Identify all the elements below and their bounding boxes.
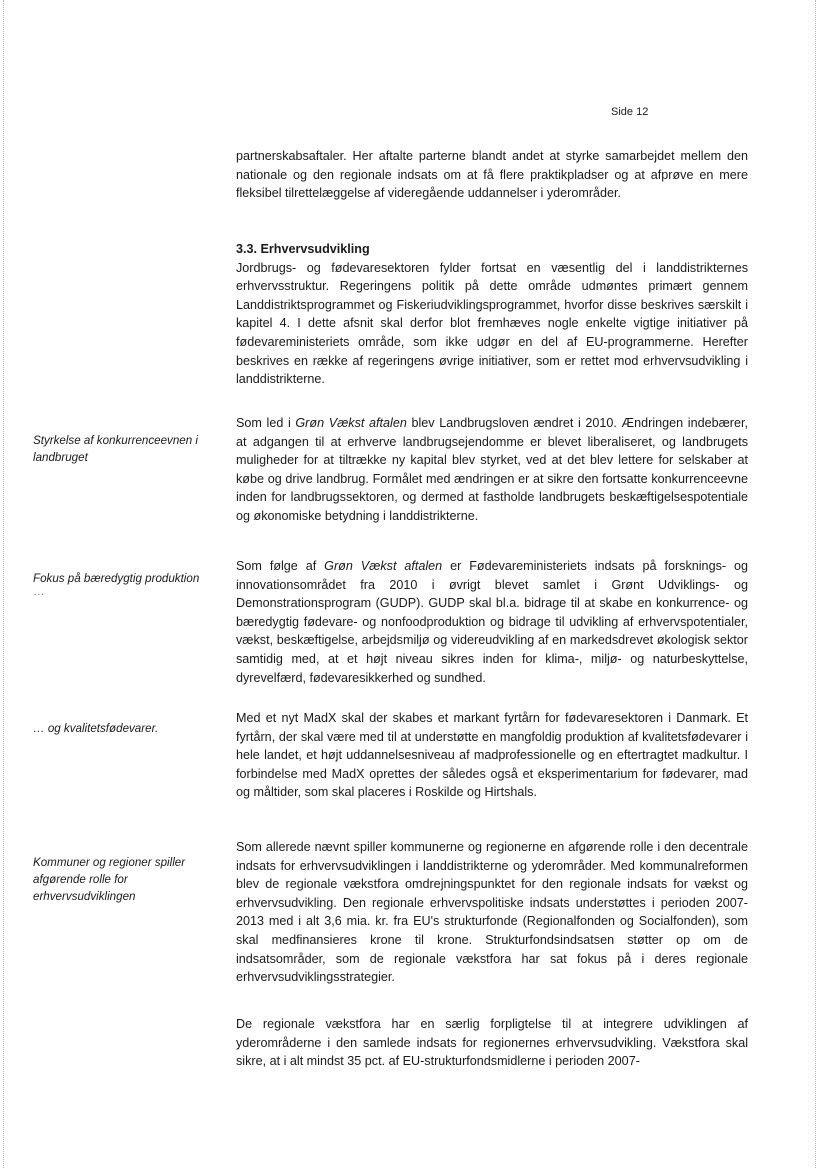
page-edge-right (815, 0, 817, 1168)
margin-note-kvalitet (33, 720, 215, 737)
paragraph-text: partnerskabsaftaler. Her aftalte parterne blandt andet at styrke samarbejdet mellem den nationale og den regionale indsats om at få flere praktikpladser og at afprøve en mere fleksibel tilrettelæggelse af videregående uddannelser i yderområder. (236, 149, 748, 201)
margin-note-text: Kommuner og regioner spiller afgørende rolle for erhvervsudviklingen (33, 856, 186, 903)
text-run: Som led i (236, 416, 296, 430)
text-run: blev Landbrugsloven ændret i 2010. Ændringen indebærer, at adgangen til at erhverve landbrugsejendomme er blevet liberaliseret, og landbrugets muligheder for at tiltrække ny kapital blev styrket, ved at det blev lettere for selskaber at købe og drive landbrug. Formålet med ændringen er at sikre den fortsatte konkurrenceevne inden for landbrugssektoren, og dermed at fastholde landbrugets beskæftigelsespotentiale og økonomiske betydning i landdistrikterne. (236, 416, 749, 523)
italic-title: Grøn Vækst aftalen (295, 416, 407, 430)
text-run: er Fødevareministeriets indsats på forsknings- og innovationsområdet fra 2010 i øvrigt blevet samlet i Grønt Udviklings- og Demonstrationsprogram (GUDP). GUDP skal bl.a. bidrage til at skabe en konkurrence- og bæredygtig fødevare- og nonfoodproduktion og bidrage til udvikling af erhvervspotentialer, vækst, beskæftigelse, arbejdsmiljø og videreudvikling af en markedsdrevet økologisk sektor samtidig med, at et højt niveau sikres inden for klima-, miljø- og naturbeskyttelse, dyrevelfærd, fødevaresikkerhed og sundhed. (236, 559, 748, 685)
paragraph-text: De regionale vækstfora har en særlig forpligtelse til at integrere udviklingen af yderområderne i den samlede indsats for regionernes erhvervsudvikling. Vækstfora skal sikre, at i alt mindst 35 pct. af EU-strukturfondsmidlerne i perioden 2007- (236, 1017, 748, 1069)
margin-note-baeredygtig (33, 570, 215, 597)
paragraph-text: Jordbrugs- og fødevaresektoren fylder fortsat en væsentlig del i landdistrikternes erhvervsstruktur. Regeringens politik på dette område udmøntes primært gennem Landdistriktsprogrammet og Fiskeriudviklingsprogrammet, hvorfor disse beskrives særskilt i kapitel 4. I dette afsnit skal derfor blot fremhæves nogle enkelte vigtige initiativer på fødevareministeriets område, som ikke udgør en del af EU-programmerne. Herefter beskrives en række af regeringens øvrige initiativer, som er rettet mod erhvervsudvikling i landdistrikterne. (236, 260, 748, 387)
page-edge-left (3, 0, 5, 1168)
margin-note-text: … og kvalitetsfødevarer. (33, 722, 159, 735)
margin-note-konkurrenceevne (33, 432, 215, 466)
paragraph-konkurrenceevne (236, 414, 748, 526)
paragraph-intro (236, 147, 748, 203)
margin-note-text: Styrkelse af konkurrenceevnen i landbruget (33, 434, 198, 464)
paragraph-text: Som allerede nævnt spiller kommunerne og regionerne en afgørende rolle i den decentrale indsats for erhvervsudviklingen i landdistrikterne og yderområder. Med kommunalreformen blev de regionale vækstfora omdrejningspunktet for den regionale indsats for vækst og erhvervsudvikling. Den regionale erhvervspolitiske indsats understøttes i perioden 2007-2013 med i alt 3,6 mia. kr. fra EU's strukturfonde (Regionalfonden og Socialfonden), som skal medfinansieres krone til krone. Strukturfondsindsatsen støtter op om de indsatsområder, som de regionale vækstfora har sat fokus på i deres regionale erhvervsudviklingsstrategier. (236, 840, 748, 985)
paragraph-kommuner (236, 838, 748, 987)
paragraph-text: Med et nyt MadX skal der skabes et markant fyrtårn for fødevaresektoren i Danmark. Et fyrtårn, der skal være med til at understøtte en mangfoldig produktion af kvalitetsfødevarer i hele landet, et højt uddannelsesniveau af madprofessionelle og en eftertragtet madkultur. I forbindelse med MadX oprettes der således også et eksperimentarium for fødevarer, mad og måltider, som skal placeres i Roskilde og Hirtshals. (236, 711, 748, 800)
paragraph-madx (236, 709, 748, 802)
paragraph-vaekstfora (236, 1015, 748, 1071)
paragraph-baeredygtig (236, 557, 748, 687)
section-heading: 3.3. Erhvervsudvikling (236, 242, 370, 256)
section-erhvervsudvikling (236, 240, 748, 389)
paragraph-text (236, 557, 748, 687)
margin-note-kommuner (33, 854, 215, 905)
italic-title: Grøn Vækst aftalen (324, 559, 443, 573)
text-run: Som følge af (236, 559, 325, 573)
margin-note-text: Fokus på bæredygtig produktion (33, 572, 200, 585)
page-number: Side 12 (611, 106, 649, 118)
paragraph-text (236, 414, 748, 526)
margin-note-ellipsis: … (33, 585, 45, 598)
